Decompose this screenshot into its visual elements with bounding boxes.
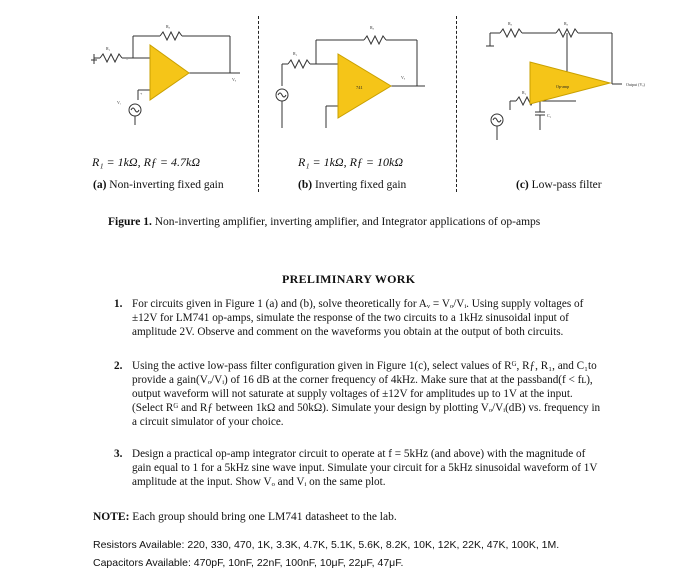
opamp-b — [338, 54, 391, 118]
list-item-number: 1. — [114, 298, 123, 310]
vo-label-a: Vₒ — [232, 77, 237, 82]
caption-b-letter: (b) — [298, 179, 313, 191]
caption-b — [298, 179, 406, 191]
caption-c-text: Low-pass filter — [531, 179, 602, 191]
figure-title-text: Non-inverting amplifier, inverting amplifier, and Integrator applications of op-amps — [151, 216, 541, 228]
figure-circuits — [0, 0, 700, 150]
note-line — [93, 511, 397, 523]
r1-label-a: R₁ — [106, 46, 111, 51]
formula-a: R₁ = 1kΩ, Rƒ = 4.7kΩ — [92, 155, 201, 169]
opamp-c — [530, 62, 610, 104]
c1-label: C₁ — [547, 113, 552, 118]
r1-label-b: R₁ — [293, 51, 298, 56]
opamp-c-label: Op-amp — [556, 84, 570, 89]
preliminary-heading: PRELIMINARY WORK — [282, 272, 416, 286]
caption-c — [516, 179, 602, 191]
caption-a-letter: (a) — [93, 179, 107, 191]
rg-label-c: Rₓ — [508, 21, 512, 26]
vo-label-b: Vₒ — [401, 75, 406, 80]
list-item-text: For circuits given in Figure 1 (a) and (b), solve theoretically for Aᵥ = Vₒ/Vᵢ. Using supply voltages of ±12V for LM741 op-amps, simulate the response of the two circuits to a 1kHz sinusoidal input of amplitude 2V. Observe and comment on the waveforms you obtain at the output of both circuits. — [132, 298, 584, 338]
svg-text:−: − — [126, 57, 129, 62]
list-item — [114, 297, 604, 359]
separator-right — [456, 16, 457, 192]
list-item-text: Design a practical op-amp integrator circuit to operate at f = 5kHz (and above) with the magnitude of gain equal to 1 for a 5kHz sine wave input. Simulate your circuit for a 5kHz sinusoidal waveform of 1V amplitude at the input. Show Vₒ and Vᵢ on the same plot. — [132, 448, 598, 488]
opamp-b-label: 741 — [356, 85, 363, 90]
list-item-text: Using the active low-pass filter configuration given in Figure 1(c), select values of Rᴳ, Rƒ, R₁, and C₁to provide a gain(Vₒ/Vᵢ) of 16 dB at the corner frequency of 4kHz. Make sure that at the passband(f < fʟ), output waveform will not saturate at supply voltages of ±12V for amplitudes up to 1V at the input. (Select Rᴳ and Rƒ between 1kΩ and 50kΩ). Simulate your design by plotting Vₒ/Vᵢ(dB) vs. frequency in a circuit simulator of your choice. — [132, 360, 601, 428]
preliminary-list — [114, 297, 604, 497]
rf-label-c: Rₓ — [564, 21, 568, 26]
separator-left — [258, 16, 259, 192]
formula-b: R₁ = 1kΩ, Rƒ = 10kΩ — [298, 155, 404, 169]
list-item-number: 2. — [114, 360, 123, 372]
caption-a-text: Non-inverting fixed gain — [109, 179, 224, 191]
rf-label-a: Rₓ — [166, 24, 170, 29]
capacitors-available: Capacitors Available: 470pF, 10nF, 22nF, 100nF, 10μF, 22μF, 47μF. — [93, 557, 404, 569]
figure-title — [108, 216, 540, 228]
list-item-number: 3. — [114, 448, 123, 460]
list-item — [114, 359, 604, 447]
caption-a — [93, 179, 224, 191]
r1-label-c: R₁ — [522, 90, 527, 95]
resistors-available: Resistors Available: 220, 330, 470, 1K, 3.3K, 4.7K, 5.1K, 5.6K, 8.2K, 10K, 12K, 22K, 47K, 100K, 1M. — [93, 539, 560, 551]
vi-label-a: Vᵢ — [117, 100, 121, 105]
caption-b-text: Inverting fixed gain — [314, 179, 407, 191]
opamp-a — [150, 45, 189, 100]
note-text: Each group should bring one LM741 datasheet to the lab. — [129, 511, 397, 523]
figure-title-bold: Figure 1. — [108, 216, 152, 228]
output-label-c: Output (Vₒ) — [626, 82, 645, 87]
svg-text:+: + — [140, 91, 143, 96]
caption-c-letter: (c) — [516, 179, 529, 191]
rf-label-b: Rₓ — [370, 25, 374, 30]
note-label: NOTE: — [93, 511, 130, 523]
list-item — [114, 447, 604, 497]
